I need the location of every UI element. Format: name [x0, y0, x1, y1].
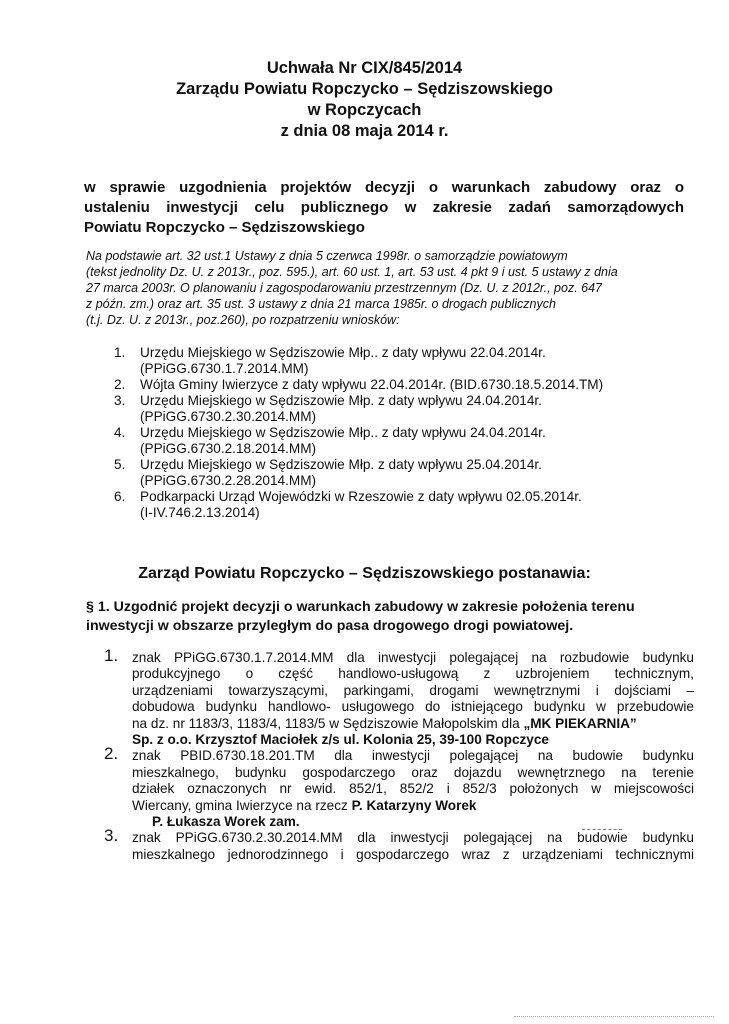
list-item [114, 393, 694, 425]
list-item-text: Urzędu Miejskiego w Sędziszowie Młp.. z daty wpływu 24.04.2014r. [140, 425, 546, 440]
item-2-line-1: znak PBID.6730.18.201.TM dla inwestycji polegającej na budowie budynku [132, 748, 694, 764]
list-item [114, 377, 694, 393]
list-item-reference: (PPiGG.6730.2.28.2014.MM) [140, 473, 317, 488]
list-item-number: 1. [114, 345, 126, 360]
list-item-text: Urzędu Miejskiego w Sędziszowie Młp. z daty wpływu 25.04.2014r. [140, 457, 542, 472]
item-1-line-5-text: na dz. nr 1183/3, 1183/4, 1183/5 w Sędziszowie Małopolskim dla [132, 715, 524, 731]
list-item-number: 3. [104, 826, 119, 846]
item-3-line-1: znak PPiGG.6730.2.30.2014.MM dla inwestycji polegającej na budowie budynku [132, 830, 694, 846]
list-item [114, 345, 694, 377]
item-2-line-4-text: Wiercany, gmina Iwierzyce na rzecz [132, 797, 352, 813]
list-item-text: Urzędu Miejskiego w Sędziszowie Młp.. z daty wpływu 22.04.2014r. [140, 345, 546, 360]
subject-line-2: ustaleniu inwestycji celu publicznego w zakresie zadań samorządowych [84, 199, 684, 216]
paragraph-1-line-1: § 1. Uzgodnić projekt decyzji o warunkach zabudowy w zakresie położenia terenu [86, 599, 635, 615]
list-item-number: 6. [114, 489, 126, 504]
list-item-reference: (PPiGG.6730.2.18.2014.MM) [140, 441, 317, 456]
list-item-number: 2. [114, 377, 126, 392]
resolution-subject [84, 178, 684, 238]
subject-line-1: w sprawie uzgodnienia projektów decyzji o warunkach zabudowy oraz o [84, 179, 684, 196]
item-1-line-4: dobudowa budynku handlowo- usługowego do istniejącego budynku w przebudowie [132, 699, 694, 715]
item-1-line-3: urządzeniami towarzyszącymi, parkingami, drogami wewnętrznymi i dojściami – [132, 682, 694, 698]
title-line-place: w Ropczycach [307, 101, 422, 119]
footer-divider [514, 1016, 714, 1018]
paragraph-1-line-2: inwestycji w obszarze przyległym do pasa drogowego drogi powiatowej. [86, 618, 574, 634]
list-item-reference: (I-IV.746.2.13.2014) [140, 505, 260, 520]
basis-line-5: (t.j. Dz. U. z 2013r., poz.260), po rozpatrzeniu wniosków: [86, 313, 400, 327]
list-item [104, 826, 694, 863]
list-item [104, 646, 694, 748]
resolution-title [0, 58, 729, 142]
list-item [114, 457, 694, 489]
list-item [114, 425, 694, 457]
legal-basis [86, 248, 680, 328]
list-item [104, 744, 694, 830]
list-item-text: Podkarpacki Urząd Wojewódzki w Rzeszowie z daty wpływu 02.05.2014r. [140, 489, 582, 504]
scan-mark [582, 829, 622, 831]
request-list [114, 345, 694, 521]
title-line-date: z dnia 08 maja 2014 r. [280, 122, 449, 140]
list-item-number: 2. [104, 744, 119, 764]
item-1-line-6: Sp. z o.o. Krzysztof Maciołek z/s ul. Kolonia 25, 39-100 Ropczyce [132, 732, 549, 748]
title-line-number: Uchwała Nr CIX/845/2014 [266, 59, 463, 77]
item-1-line-1: znak PPiGG.6730.1.7.2014.MM dla inwestycji polegającej na rozbudowie budynku [132, 650, 694, 665]
list-item-text: Wójta Gminy Iwierzyce z daty wpływu 22.04.2014r. (BID.6730.18.5.2014.TM) [140, 377, 604, 392]
resolution-heading: Zarząd Powiatu Ropczycko – Sędziszowskiego postanawia: [138, 565, 591, 582]
item-1-line-5 [132, 716, 694, 732]
item-3-line-2: mieszkalnego jednorodzinnego i gospodarczego wraz z urządzeniami technicznymi [132, 846, 694, 862]
subject-line-3: Powiatu Ropczycko – Sędziszowskiego [84, 219, 365, 236]
decision-list [104, 646, 694, 863]
title-line-board: Zarządu Powiatu Ropczycko – Sędziszowskiego [176, 80, 553, 98]
basis-line-2: (tekst jednolity Dz. U. z 2013r., poz. 595.), art. 60 ust. 1, art. 53 ust. 4 pkt 9 i ust. 5 ustawy z dnia [86, 265, 618, 279]
item-2-line-5: P. Łukasza Worek zam. [152, 814, 300, 830]
paragraph-1 [86, 598, 686, 636]
applicant-name: P. Katarzyny Worek [351, 797, 477, 813]
list-item-number: 4. [114, 425, 126, 440]
list-item-number: 3. [114, 393, 126, 408]
basis-line-3: 27 marca 2003r. O planowaniu i zagospodarowaniu przestrzennym (Dz. U. z 2012r., poz. 647 [86, 281, 603, 295]
item-1-line-2: produkcyjnego o część handlowo-usługową z uzbrojeniem technicznym, [132, 666, 694, 682]
item-2-line-3: działek oznaczonych nr ewid. 852/1, 852/2 i 852/3 położonych w miejscowości [132, 781, 694, 797]
list-item [114, 489, 694, 521]
basis-line-1: Na podstawie art. 32 ust.1 Ustawy z dnia 5 czerwca 1998r. o samorządzie powiatowym [86, 249, 568, 263]
item-2-line-4 [132, 798, 694, 814]
list-item-text: Urzędu Miejskiego w Sędziszowie Młp. z daty wpływu 24.04.2014r. [140, 393, 542, 408]
item-2-line-2: mieszkalnego, budynku gospodarczego oraz dojazdu wewnętrznego na terenie [132, 764, 694, 780]
list-item-reference: (PPiGG.6730.1.7.2014.MM) [140, 361, 309, 376]
company-name: „MK PIEKARNIA” [523, 715, 637, 731]
basis-line-4: z późn. zm.) oraz art. 35 ust. 3 ustawy z dnia 21 marca 1985r. o drogach publicznych [86, 297, 556, 311]
list-item-number: 5. [114, 457, 126, 472]
list-item-number: 1. [104, 646, 119, 665]
list-item-reference: (PPiGG.6730.2.30.2014.MM) [140, 409, 317, 424]
